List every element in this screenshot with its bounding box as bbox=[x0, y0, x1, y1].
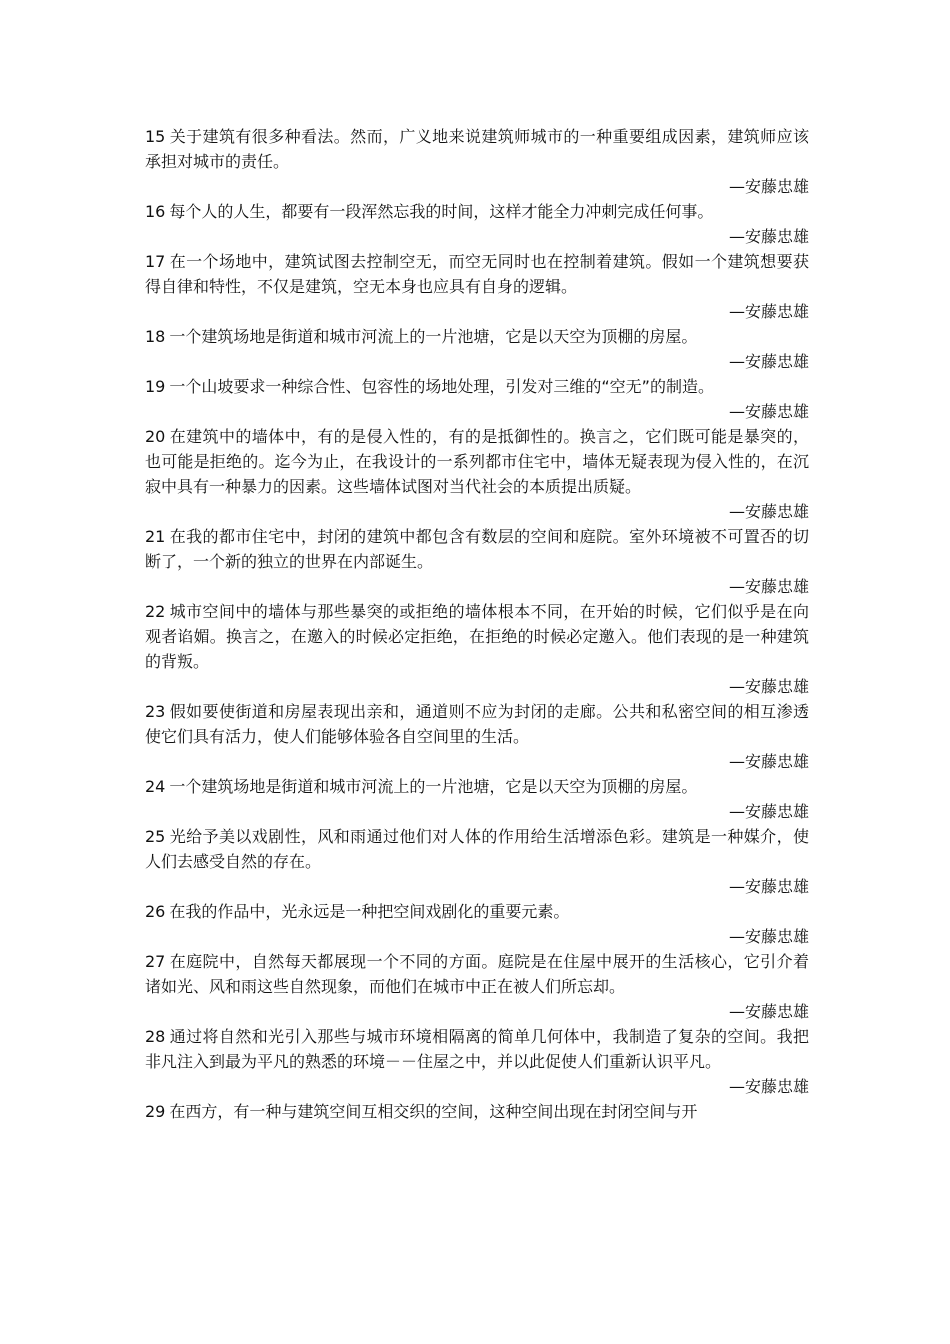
quote-text bbox=[145, 824, 809, 874]
quote-body: 一个建筑场地是街道和城市河流上的一片池塘，它是以天空为顶棚的房屋。 bbox=[169, 777, 698, 796]
quote-number: 27 bbox=[145, 952, 166, 971]
quote-text bbox=[145, 524, 809, 574]
quote-item-23 bbox=[145, 699, 809, 774]
quote-text bbox=[145, 199, 809, 224]
quote-body: 一个山坡要求一种综合性、包容性的场地处理，引发对三维的“空无”的制造。 bbox=[169, 377, 714, 396]
quote-attribution: —安藤忠雄 bbox=[728, 402, 809, 421]
quote-list bbox=[145, 124, 809, 1124]
quote-number: 18 bbox=[145, 327, 166, 346]
quote-number: 19 bbox=[145, 377, 166, 396]
quote-attribution: —安藤忠雄 bbox=[728, 1002, 809, 1021]
quote-body: 一个建筑场地是街道和城市河流上的一片池塘，它是以天空为顶棚的房屋。 bbox=[169, 327, 698, 346]
quote-body: 通过将自然和光引入那些与城市环境相隔离的简单几何体中，我制造了复杂的空间。我把非凡注入到最为平凡的熟悉的环境－－住屋之中，并以此促使人们重新认识平凡。 bbox=[145, 1027, 809, 1071]
quote-item-16 bbox=[145, 199, 809, 249]
quote-number: 23 bbox=[145, 702, 166, 721]
quote-body: 在庭院中，自然每天都展现一个不同的方面。庭院是在住屋中展开的生活核心，它引介着诸如光、风和雨这些自然现象，而他们在城市中正在被人们所忘却。 bbox=[145, 952, 809, 996]
quote-item-17 bbox=[145, 249, 809, 324]
quote-number: 24 bbox=[145, 777, 166, 796]
quote-body: 在我的作品中，光永远是一种把空间戏剧化的重要元素。 bbox=[169, 902, 570, 921]
quote-body: 关于建筑有很多种看法。然而，广义地来说建筑师城市的一种重要组成因素，建筑师应该承担对城市的责任。 bbox=[145, 127, 809, 171]
quote-body: 在我的都市住宅中，封闭的建筑中都包含有数层的空间和庭院。室外环境被不可置否的切断了，一个新的独立的世界在内部诞生。 bbox=[145, 527, 809, 571]
quote-attribution: —安藤忠雄 bbox=[728, 752, 809, 771]
quote-item-26 bbox=[145, 899, 809, 949]
quote-item-25 bbox=[145, 824, 809, 899]
quote-body: 每个人的人生，都要有一段浑然忘我的时间，这样才能全力冲刺完成任何事。 bbox=[169, 202, 714, 221]
quote-number: 17 bbox=[145, 252, 166, 271]
quote-number: 29 bbox=[145, 1102, 166, 1121]
quote-text bbox=[145, 124, 809, 174]
quote-number: 15 bbox=[145, 127, 166, 146]
quote-attribution: —安藤忠雄 bbox=[728, 1077, 809, 1096]
quote-body: 假如要使街道和房屋表现出亲和，通道则不应为封闭的走廊。公共和私密空间的相互渗透使它们具有活力，使人们能够体验各自空间里的生活。 bbox=[145, 702, 809, 746]
quote-text bbox=[145, 1024, 809, 1074]
quote-text bbox=[145, 374, 809, 399]
quote-text bbox=[145, 699, 809, 749]
quote-attribution: —安藤忠雄 bbox=[728, 577, 809, 596]
quote-text bbox=[145, 774, 809, 799]
quote-text bbox=[145, 899, 809, 924]
quote-number: 20 bbox=[145, 427, 166, 446]
quote-attribution: —安藤忠雄 bbox=[728, 877, 809, 896]
quote-item-21 bbox=[145, 524, 809, 599]
quote-item-24 bbox=[145, 774, 809, 824]
quote-attribution: —安藤忠雄 bbox=[728, 927, 809, 946]
quote-text bbox=[145, 949, 809, 999]
quote-attribution: —安藤忠雄 bbox=[728, 302, 809, 321]
quote-number: 16 bbox=[145, 202, 166, 221]
quote-number: 28 bbox=[145, 1027, 166, 1046]
quote-number: 25 bbox=[145, 827, 166, 846]
quote-number: 22 bbox=[145, 602, 166, 621]
quote-text bbox=[145, 424, 809, 499]
quote-item-15 bbox=[145, 124, 809, 199]
quote-text bbox=[145, 324, 809, 349]
quote-attribution: —安藤忠雄 bbox=[728, 227, 809, 246]
quote-body: 在建筑中的墙体中，有的是侵入性的，有的是抵御性的。换言之，它们既可能是暴突的，也可能是拒绝的。迄今为止，在我设计的一系列都市住宅中，墙体无疑表现为侵入性的，在沉寂中具有一种暴力的因素。这些墙体试图对当代社会的本质提出质疑。 bbox=[145, 427, 809, 496]
quote-attribution: —安藤忠雄 bbox=[728, 502, 809, 521]
quote-number: 26 bbox=[145, 902, 166, 921]
quote-body: 在西方，有一种与建筑空间互相交织的空间，这种空间出现在封闭空间与开 bbox=[169, 1102, 698, 1121]
quote-attribution: —安藤忠雄 bbox=[728, 352, 809, 371]
quote-number: 21 bbox=[145, 527, 166, 546]
quote-item-28 bbox=[145, 1024, 809, 1099]
quote-item-20 bbox=[145, 424, 809, 524]
quote-item-18 bbox=[145, 324, 809, 374]
quote-item-22 bbox=[145, 599, 809, 699]
quote-text bbox=[145, 1099, 809, 1124]
quote-attribution: —安藤忠雄 bbox=[728, 677, 809, 696]
quote-item-19 bbox=[145, 374, 809, 424]
quote-attribution: —安藤忠雄 bbox=[728, 177, 809, 196]
quote-body: 在一个场地中，建筑试图去控制空无，而空无同时也在控制着建筑。假如一个建筑想要获得自律和特性，不仅是建筑，空无本身也应具有自身的逻辑。 bbox=[145, 252, 809, 296]
quote-text bbox=[145, 249, 809, 299]
quote-attribution: —安藤忠雄 bbox=[728, 802, 809, 821]
quote-text bbox=[145, 599, 809, 674]
quote-body: 城市空间中的墙体与那些暴突的或拒绝的墙体根本不同，在开始的时候，它们似乎是在向观者谄媚。换言之，在邀入的时候必定拒绝，在拒绝的时候必定邀入。他们表现的是一种建筑的背叛。 bbox=[145, 602, 809, 671]
quote-item-29 bbox=[145, 1099, 809, 1124]
quote-body: 光给予美以戏剧性，风和雨通过他们对人体的作用给生活增添色彩。建筑是一种媒介，使人们去感受自然的存在。 bbox=[145, 827, 809, 871]
quote-item-27 bbox=[145, 949, 809, 1024]
